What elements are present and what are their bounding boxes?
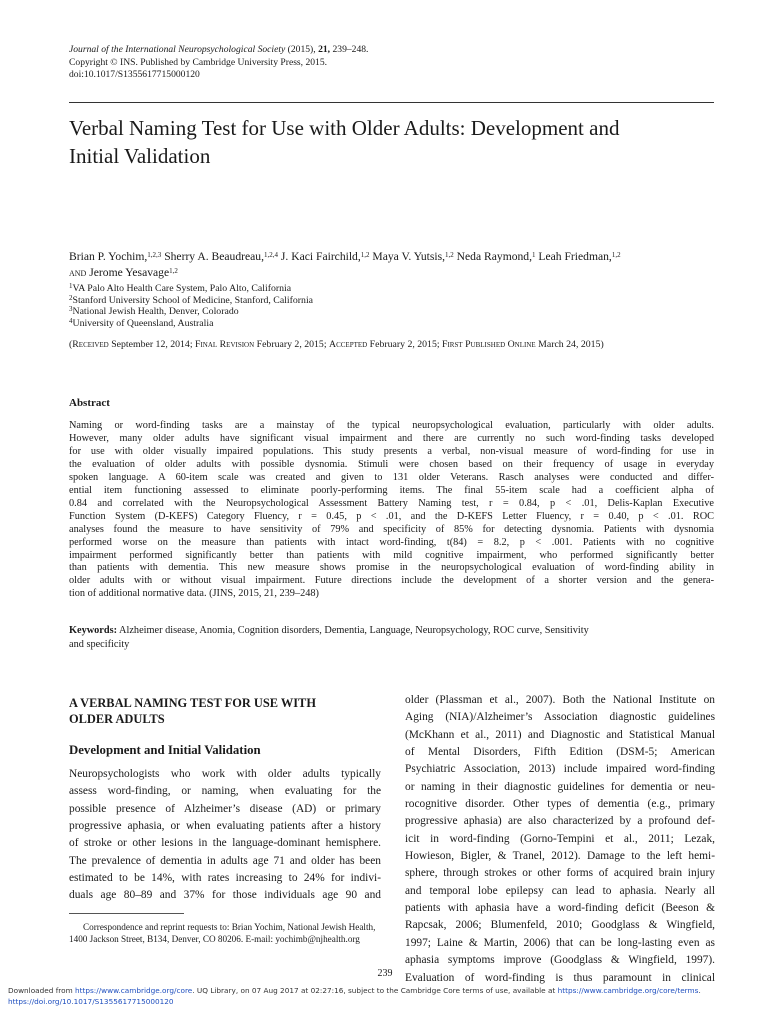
accepted-date: February 2, 2015; <box>367 339 443 350</box>
abstract-line: impairment performed significantly better than patients with mild cognitive impairment, who performed significantly better <box>69 549 714 561</box>
author-affil-sup: 1,2,3 <box>147 251 162 259</box>
page-number: 239 <box>377 968 393 979</box>
body-line: older (Plassman et al., 2007). Both the National Institute on <box>405 694 715 706</box>
footnote-divider <box>69 913 184 914</box>
doi-link[interactable]: https://doi.org/10.1017/S1355617715000120 <box>8 997 174 1006</box>
title-line-1: Verbal Naming Test for Use with Older Adults: Development and <box>69 116 620 140</box>
author-name: Leah Friedman, <box>538 250 612 263</box>
affiliation-num: 1 <box>69 282 73 290</box>
body-line: sphere, through strokes or other forms of acquired brain injury <box>405 867 715 880</box>
affiliation-list <box>69 283 669 329</box>
body-line: rocognitive disorder. Other types of dementia (e.g., primary <box>405 798 715 811</box>
download-middle: . UQ Library, on 07 Aug 2017 at 02:27:16, subject to the Cambridge Core terms of use, available at <box>192 986 558 995</box>
abstract-line: tion of additional normative data. (JINS, 2015, 21, 239–248) <box>69 588 319 600</box>
author-affil-sup: 1,2 <box>445 251 454 259</box>
body-line: Rapcsak, 2006; Blumenfeld, 2010; Goodglass & Wingfield, <box>405 919 715 932</box>
title-line-2: Initial Validation <box>69 144 211 168</box>
body-line: (McKhann et al., 2011) and Diagnostic and Statistical Manual <box>405 728 715 741</box>
body-line: and temporal lobe epilepsy can lead to aphasia. Nearly all <box>405 884 715 897</box>
body-line: progressive aphasia) are also characterized by a profound def- <box>405 815 715 828</box>
affiliation-num: 2 <box>69 293 73 302</box>
keywords <box>69 624 714 651</box>
author-affil-sup: 1,2 <box>169 267 178 275</box>
keywords-line-2: and specificity <box>69 638 130 650</box>
author-affil-sup: 1,2,4 <box>264 251 278 259</box>
affiliation-item <box>69 318 669 330</box>
abstract-line: 0.84 and correlated with the Neuropsychological Assessment Battery Naming test, r = 0.84, p < .01, Delis-Kaplan Executive <box>69 497 714 509</box>
cambridge-core-link[interactable]: https://www.cambridge.org/core <box>75 986 193 995</box>
left-column-text <box>69 766 381 905</box>
received-date: September 12, 2014; <box>108 339 196 350</box>
download-notice <box>8 985 768 1007</box>
journal-volume: 21, <box>318 44 331 55</box>
right-column-text <box>405 692 715 987</box>
final-revision-date: February 2, 2015; <box>254 339 329 350</box>
doi-line: doi:10.1017/S1355617715000120 <box>69 69 200 81</box>
abstract-heading: Abstract <box>69 397 110 409</box>
affiliation-text: University of Queensland, Australia <box>72 317 214 329</box>
affiliation-item <box>69 306 669 318</box>
author-affil-sup: 1,2 <box>360 251 370 259</box>
body-line: Aging (NIA)/Alzheimer’s Association diagnostic guidelines <box>405 711 715 724</box>
subsection-heading: Development and Initial Validation <box>69 743 261 757</box>
author-line-2 <box>69 265 719 281</box>
affiliation-text: VA Palo Alto Health Care System, Palo Alto, California <box>72 283 292 294</box>
affiliation-num: 3 <box>69 305 73 314</box>
author-name: Jerome Yesavage <box>89 266 170 279</box>
article-dates <box>69 339 729 351</box>
copyright-line: Copyright © INS. Published by Cambridge University Press, 2015. <box>69 56 328 68</box>
abstract-line: older adults with or without visual impairment. Future directions include the development of a shorter version and the genera- <box>69 575 714 587</box>
author-line-1 <box>69 249 719 265</box>
body-line: Psychiatric Association, 2013) include impaired word-finding <box>405 763 715 776</box>
body-line: aphasia symptoms improve (Goodglass & Wingfield, 1997). <box>405 954 715 967</box>
received-label: Received <box>72 339 109 350</box>
body-line: patients with aphasia have a word-finding deficit (Beeson & <box>405 902 715 915</box>
final-revision-label: Final Revision <box>195 339 255 350</box>
abstract-line: than patients with dementia. This new measure shows promise in the neuropsychological evaluation of word-finding ability in <box>69 562 714 574</box>
author-list <box>69 249 719 281</box>
accepted-label: Accepted <box>329 339 368 350</box>
dates-open: ( <box>69 339 73 350</box>
author-affil-sup: 1 <box>532 251 536 259</box>
published-date: March 24, 2015) <box>535 339 604 350</box>
author-name: Brian P. Yochim, <box>69 250 148 263</box>
published-label: First Published Online <box>442 339 536 350</box>
section-heading-line-2: OLDER ADULTS <box>69 712 165 726</box>
abstract-line: the evaluation of older adults with possible dysnomia. Stimuli were chosen based on their frequency of usage in everyday <box>69 458 714 470</box>
author-affil-sup: 1,2 <box>611 251 621 259</box>
affiliation-text: Stanford University School of Medicine, Stanford, California <box>72 294 314 306</box>
keywords-label: Keywords: <box>69 625 118 636</box>
download-prefix: Downloaded from <box>8 986 76 995</box>
author-name: Neda Raymond, <box>456 250 532 263</box>
body-line: Neuropsychologists who work with older adults typically <box>69 768 381 780</box>
body-line: 1997; Laine & Martin, 2006) that can be long-lasting even as <box>405 936 715 949</box>
affiliation-num: 4 <box>69 316 73 325</box>
body-line: of stroke or other lesions in the language-dominant hemisphere. <box>69 837 381 850</box>
article-title <box>69 114 709 170</box>
journal-citation <box>69 44 669 57</box>
section-heading <box>69 695 381 727</box>
correspondence-footnote: Correspondence and reprint requests to: Brian Yochim, National Jewish Health, 1400 Jackson Street, B134, Denver, CO 80206. E-mail: yochimb@njhealth.org <box>69 922 376 945</box>
author-name: J. Kaci Fairchild, <box>280 250 361 263</box>
body-line: Howieson, Bigler, & Tranel, 2012). Damage to the left hemi- <box>405 850 715 863</box>
journal-header <box>69 44 669 82</box>
abstract-line: for use with older visually impaired populations. This study presents a verbal, non-visual measure of word-finding for use in <box>69 445 714 457</box>
author-and: and <box>69 266 87 279</box>
body-line: duals age 80–89 and 37% for those individuals age 90 and <box>69 889 381 902</box>
download-period: . <box>698 986 701 995</box>
body-line: assess word-finding, or naming, when evaluating for the <box>69 785 381 798</box>
body-line: of Mental Disorders, Fifth Edition (DSM-5; American <box>405 746 715 759</box>
abstract-line: analyses found the measure to have sensitivity of 79% and specificity of 85% for detecting dysnomia. Patients with dysnomia <box>69 523 714 535</box>
affiliation-text: National Jewish Health, Denver, Colorado <box>72 306 239 318</box>
body-line: estimated to be 14%, with rates increasing to 24% for indivi- <box>69 872 381 885</box>
journal-pages: 239–248. <box>332 44 369 55</box>
body-line: The prevalence of dementia in adults age 71 and older has been <box>69 854 381 867</box>
body-line: or naming in their diagnostic guidelines for dementia or neu- <box>405 780 715 793</box>
journal-name: Journal of the International Neuropsychological Society <box>69 44 286 55</box>
terms-link[interactable]: https://www.cambridge.org/core/terms <box>557 986 699 995</box>
abstract-line: Function System (D-KEFS) Category Fluency, r = 0.45, p < .01, and the D-KEFS Letter Fluency, r = 0.40, p < .01. ROC <box>69 510 714 522</box>
section-heading-line-1: A VERBAL NAMING TEST FOR USE WITH <box>69 696 316 710</box>
abstract-line: Naming or word-finding tasks are a mainstay of the typical neuropsychological evaluation, particularly with older adults. <box>69 420 714 431</box>
abstract-line: ential item functioning assessed to eliminate poorly-performing items. The final 55-item scale had a coefficient alpha of <box>69 484 714 496</box>
abstract-body <box>69 420 714 601</box>
body-line: Evaluation of word-finding is thus paramount in clinical <box>405 971 715 984</box>
body-line: progressive aphasia, or when evaluating patients after a history <box>69 820 381 833</box>
journal-year: (2015), <box>287 44 316 55</box>
author-name: Sherry A. Beaudreau, <box>164 250 264 263</box>
abstract-line: performed worse on the measure than patients with intact word-finding, t(84) = 8.2, p < .001. Patients with no cognitive <box>69 536 714 548</box>
body-line: icit in word-finding (Gorno-Tempini et al., 2011; Lezak, <box>405 832 715 845</box>
author-name: Maya V. Yutsis, <box>372 250 445 263</box>
affiliation-item <box>69 295 669 307</box>
keywords-line-1 <box>69 624 714 638</box>
abstract-line: spoken language. A 60-item scale was created and given to 131 older Veterans. Rasch analyses were conducted and differ- <box>69 471 714 483</box>
keywords-text: Alzheimer disease, Anomia, Cognition disorders, Dementia, Language, Neuropsychology, ROC curve, Sensitivity <box>117 625 589 636</box>
abstract-line: However, many older adults have significant visual impairment and there are currently no such word-finding tasks developed <box>69 432 714 444</box>
header-divider <box>69 102 714 103</box>
affiliation-item <box>69 283 669 295</box>
body-line: possible presence of Alzheimer’s disease (AD) or primary <box>69 802 381 815</box>
